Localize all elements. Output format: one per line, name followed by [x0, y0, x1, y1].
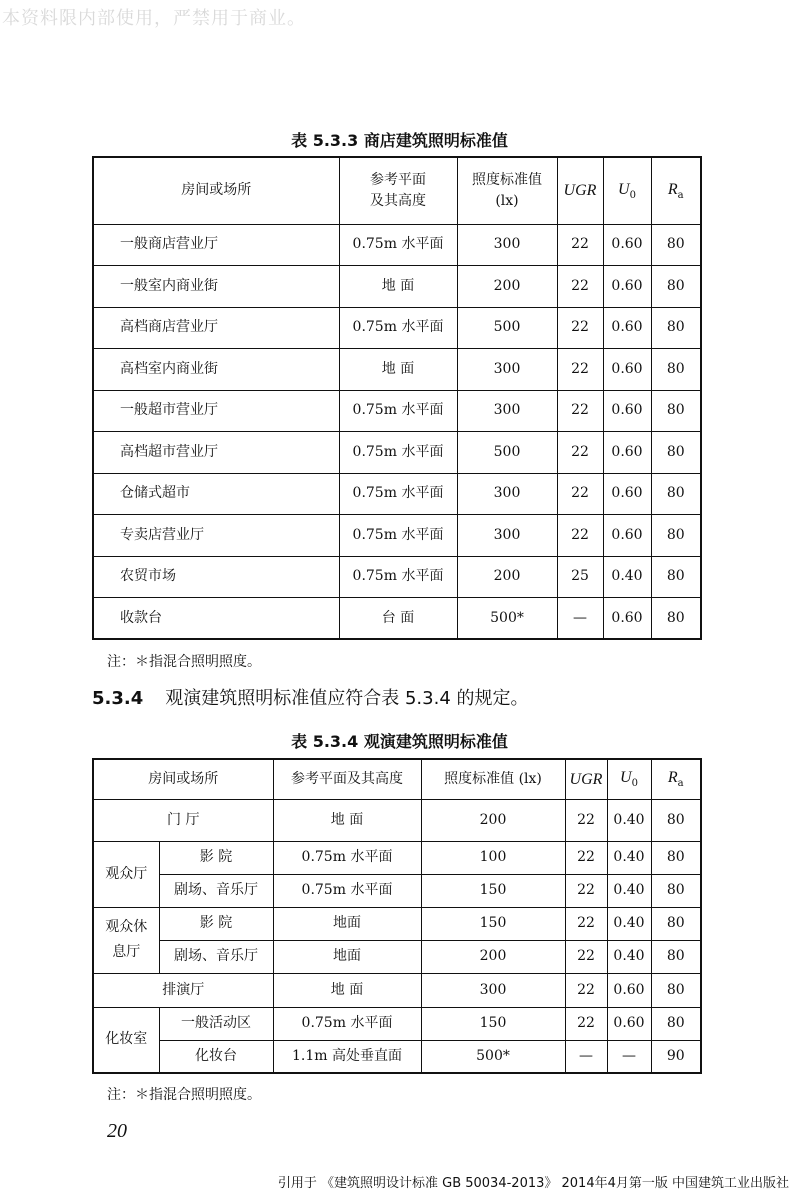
table-row: [93, 907, 701, 940]
row-plane: 0.75m 水平面: [339, 432, 457, 474]
row-name: 一般超市营业厅: [93, 390, 339, 432]
row-ra: 80: [651, 266, 701, 308]
row-u0: —: [607, 1040, 651, 1073]
row-illuminance: 500*: [421, 1040, 565, 1073]
row-illuminance: 300: [457, 349, 557, 391]
row-illuminance: 300: [457, 390, 557, 432]
row-ugr: 22: [565, 1007, 607, 1040]
row-name: 排演厅: [93, 973, 273, 1007]
row-name: 农贸市场: [93, 556, 339, 598]
group-makeup-room: 化妆室: [93, 1007, 159, 1073]
row-u0: 0.60: [607, 973, 651, 1007]
row-illuminance: 300: [421, 973, 565, 1007]
row-illuminance: 300: [457, 515, 557, 557]
table1-header-row: [93, 157, 701, 224]
row-illuminance: 100: [421, 841, 565, 874]
row-ra: 80: [651, 907, 701, 940]
row-u0: 0.60: [603, 349, 651, 391]
table-row: [93, 940, 701, 973]
table-row: [93, 473, 701, 515]
row-ra: 80: [651, 598, 701, 640]
t2-header-u0: [607, 759, 651, 799]
row-plane: 0.75m 水平面: [339, 473, 457, 515]
header-illuminance-line2: (lx): [495, 192, 519, 209]
row-u0: 0.40: [603, 556, 651, 598]
row-ugr: 22: [557, 349, 603, 391]
row-ugr: 22: [557, 390, 603, 432]
row-ra: 80: [651, 307, 701, 349]
header-ra-sub: a: [677, 189, 684, 201]
row-name: 专卖店营业厅: [93, 515, 339, 557]
table-row: [93, 841, 701, 874]
table-row: [93, 1040, 701, 1073]
row-ra: 80: [651, 973, 701, 1007]
row-ugr: 22: [565, 907, 607, 940]
section-text: 观演建筑照明标准值应符合表 5.3.4 的规定。: [165, 688, 529, 709]
row-ugr: 22: [557, 266, 603, 308]
row-ra: 80: [651, 841, 701, 874]
table1-caption: 表 5.3.3 商店建筑照明标准值: [291, 131, 508, 150]
table2: [92, 758, 702, 1074]
row-name: 收款台: [93, 598, 339, 640]
group-audience-lounge: [93, 907, 159, 973]
row-illuminance: 500: [457, 307, 557, 349]
row-u0: 0.40: [607, 841, 651, 874]
row-ra: 80: [651, 432, 701, 474]
table1-body: [93, 224, 701, 639]
row-ugr: —: [557, 598, 603, 640]
t2-header-plane: 参考平面及其高度: [273, 759, 421, 799]
row-name: 高档超市营业厅: [93, 432, 339, 474]
table2-header-row: [93, 759, 701, 799]
row-ra: 80: [651, 224, 701, 266]
t2-header-illuminance: 照度标准值 (lx): [421, 759, 565, 799]
row-u0: 0.40: [607, 940, 651, 973]
header-illuminance: [457, 157, 557, 224]
header-room: 房间或场所: [93, 157, 339, 224]
row-name: 影 院: [159, 841, 273, 874]
row-u0: 0.60: [603, 598, 651, 640]
row-name: 化妆台: [159, 1040, 273, 1073]
row-name: 门 厅: [93, 799, 273, 841]
row-illuminance: 200: [421, 799, 565, 841]
row-illuminance: 150: [421, 907, 565, 940]
row-ugr: —: [565, 1040, 607, 1073]
table-row: [93, 515, 701, 557]
row-ra: 80: [651, 1007, 701, 1040]
row-plane: 0.75m 水平面: [273, 841, 421, 874]
row-plane: 0.75m 水平面: [339, 390, 457, 432]
row-illuminance: 500*: [457, 598, 557, 640]
row-ra: 90: [651, 1040, 701, 1073]
row-ugr: 22: [565, 973, 607, 1007]
table-row: [93, 556, 701, 598]
row-name: 仓储式超市: [93, 473, 339, 515]
row-u0: 0.60: [603, 390, 651, 432]
row-ugr: 22: [565, 841, 607, 874]
row-illuminance: 300: [457, 473, 557, 515]
header-ugr-text: UGR: [563, 182, 597, 200]
table-row: [93, 432, 701, 474]
row-name: 一般活动区: [159, 1007, 273, 1040]
table-row: [93, 874, 701, 907]
row-ugr: 22: [557, 307, 603, 349]
row-ra: 80: [651, 874, 701, 907]
row-ugr: 22: [557, 224, 603, 266]
row-u0: 0.60: [603, 266, 651, 308]
row-plane: 地 面: [339, 349, 457, 391]
row-plane: 地 面: [339, 266, 457, 308]
row-plane: 地面: [273, 907, 421, 940]
table-row: [93, 598, 701, 640]
row-name: 影 院: [159, 907, 273, 940]
section-number: 5.3.4: [92, 688, 144, 709]
row-u0: 0.60: [607, 1007, 651, 1040]
row-plane: 台 面: [339, 598, 457, 640]
header-illuminance-line1: 照度标准值: [472, 171, 542, 188]
row-ra: 80: [651, 390, 701, 432]
watermark: 本资料限内部使用，严禁用于商业。: [2, 8, 306, 29]
row-illuminance: 150: [421, 874, 565, 907]
t2-header-u0-sub: 0: [631, 778, 638, 790]
row-illuminance: 300: [457, 224, 557, 266]
group-audience-hall: 观众厅: [93, 841, 159, 907]
header-u0: [603, 157, 651, 224]
table2-caption: 表 5.3.4 观演建筑照明标准值: [291, 732, 508, 751]
row-u0: 0.40: [607, 874, 651, 907]
table-row: [93, 1007, 701, 1040]
table-row: [93, 390, 701, 432]
row-ugr: 22: [557, 473, 603, 515]
citation-footer: 引用于 《建筑照明设计标准 GB 50034-2013》 2014年4月第一版 中国建筑工业出版社: [277, 1176, 789, 1191]
row-u0: 0.40: [607, 907, 651, 940]
row-illuminance: 150: [421, 1007, 565, 1040]
row-illuminance: 200: [457, 556, 557, 598]
header-ugr: [557, 157, 603, 224]
row-ra: 80: [651, 515, 701, 557]
row-name: 一般室内商业街: [93, 266, 339, 308]
header-ra: [651, 157, 701, 224]
header-u0-sub: 0: [629, 189, 636, 201]
row-ra: 80: [651, 473, 701, 515]
t2-header-ra-main: R: [667, 769, 678, 787]
row-name: 高档商店营业厅: [93, 307, 339, 349]
t2-header-ugr-text: UGR: [569, 770, 603, 788]
row-plane: 地 面: [273, 973, 421, 1007]
row-ra: 80: [651, 556, 701, 598]
t2-header-u0-main: U: [620, 769, 632, 787]
row-ugr: 22: [557, 515, 603, 557]
row-plane: 0.75m 水平面: [339, 515, 457, 557]
row-plane: 地面: [273, 940, 421, 973]
row-plane: 0.75m 水平面: [273, 1007, 421, 1040]
header-ra-main: R: [667, 180, 678, 198]
table2-note: 注：＊指混合照明照度。: [107, 1087, 261, 1103]
row-ugr: 22: [565, 940, 607, 973]
header-u0-main: U: [618, 180, 630, 198]
row-ugr: 22: [565, 799, 607, 841]
row-u0: 0.40: [607, 799, 651, 841]
t2-header-ra-sub: a: [677, 778, 684, 790]
row-ra: 80: [651, 799, 701, 841]
row-u0: 0.60: [603, 307, 651, 349]
row-name: 一般商店营业厅: [93, 224, 339, 266]
table1-note: 注：＊指混合照明照度。: [107, 654, 261, 670]
table-row: [93, 799, 701, 841]
row-plane: 0.75m 水平面: [339, 224, 457, 266]
page-number: 20: [107, 1120, 127, 1142]
table-row: [93, 224, 701, 266]
row-ugr: 22: [565, 874, 607, 907]
row-illuminance: 200: [457, 266, 557, 308]
table-row: [93, 973, 701, 1007]
row-u0: 0.60: [603, 224, 651, 266]
row-illuminance: 200: [421, 940, 565, 973]
t2-header-ugr: [565, 759, 607, 799]
row-ra: 80: [651, 940, 701, 973]
header-plane: [339, 157, 457, 224]
table-row: [93, 349, 701, 391]
header-plane-line1: 参考平面: [370, 171, 426, 188]
row-illuminance: 500: [457, 432, 557, 474]
row-ugr: 25: [557, 556, 603, 598]
t2-header-room: 房间或场所: [93, 759, 273, 799]
row-plane: 0.75m 水平面: [273, 874, 421, 907]
table-row: [93, 266, 701, 308]
group-audience-lounge-line1: 观众休: [105, 919, 148, 936]
row-ra: 80: [651, 349, 701, 391]
table1: [92, 156, 702, 640]
t2-header-ra: [651, 759, 701, 799]
row-plane: 0.75m 水平面: [339, 556, 457, 598]
row-name: 剧场、音乐厅: [159, 874, 273, 907]
row-plane: 0.75m 水平面: [339, 307, 457, 349]
row-ugr: 22: [557, 432, 603, 474]
table-row: [93, 307, 701, 349]
row-name: 剧场、音乐厅: [159, 940, 273, 973]
row-name: 高档室内商业街: [93, 349, 339, 391]
row-plane: 地 面: [273, 799, 421, 841]
header-plane-line2: 及其高度: [370, 192, 426, 209]
row-u0: 0.60: [603, 432, 651, 474]
row-plane: 1.1m 高处垂直面: [273, 1040, 421, 1073]
group-audience-lounge-line2: 息厅: [112, 944, 141, 960]
row-u0: 0.60: [603, 515, 651, 557]
section-5-3-4: [92, 684, 529, 710]
row-u0: 0.60: [603, 473, 651, 515]
